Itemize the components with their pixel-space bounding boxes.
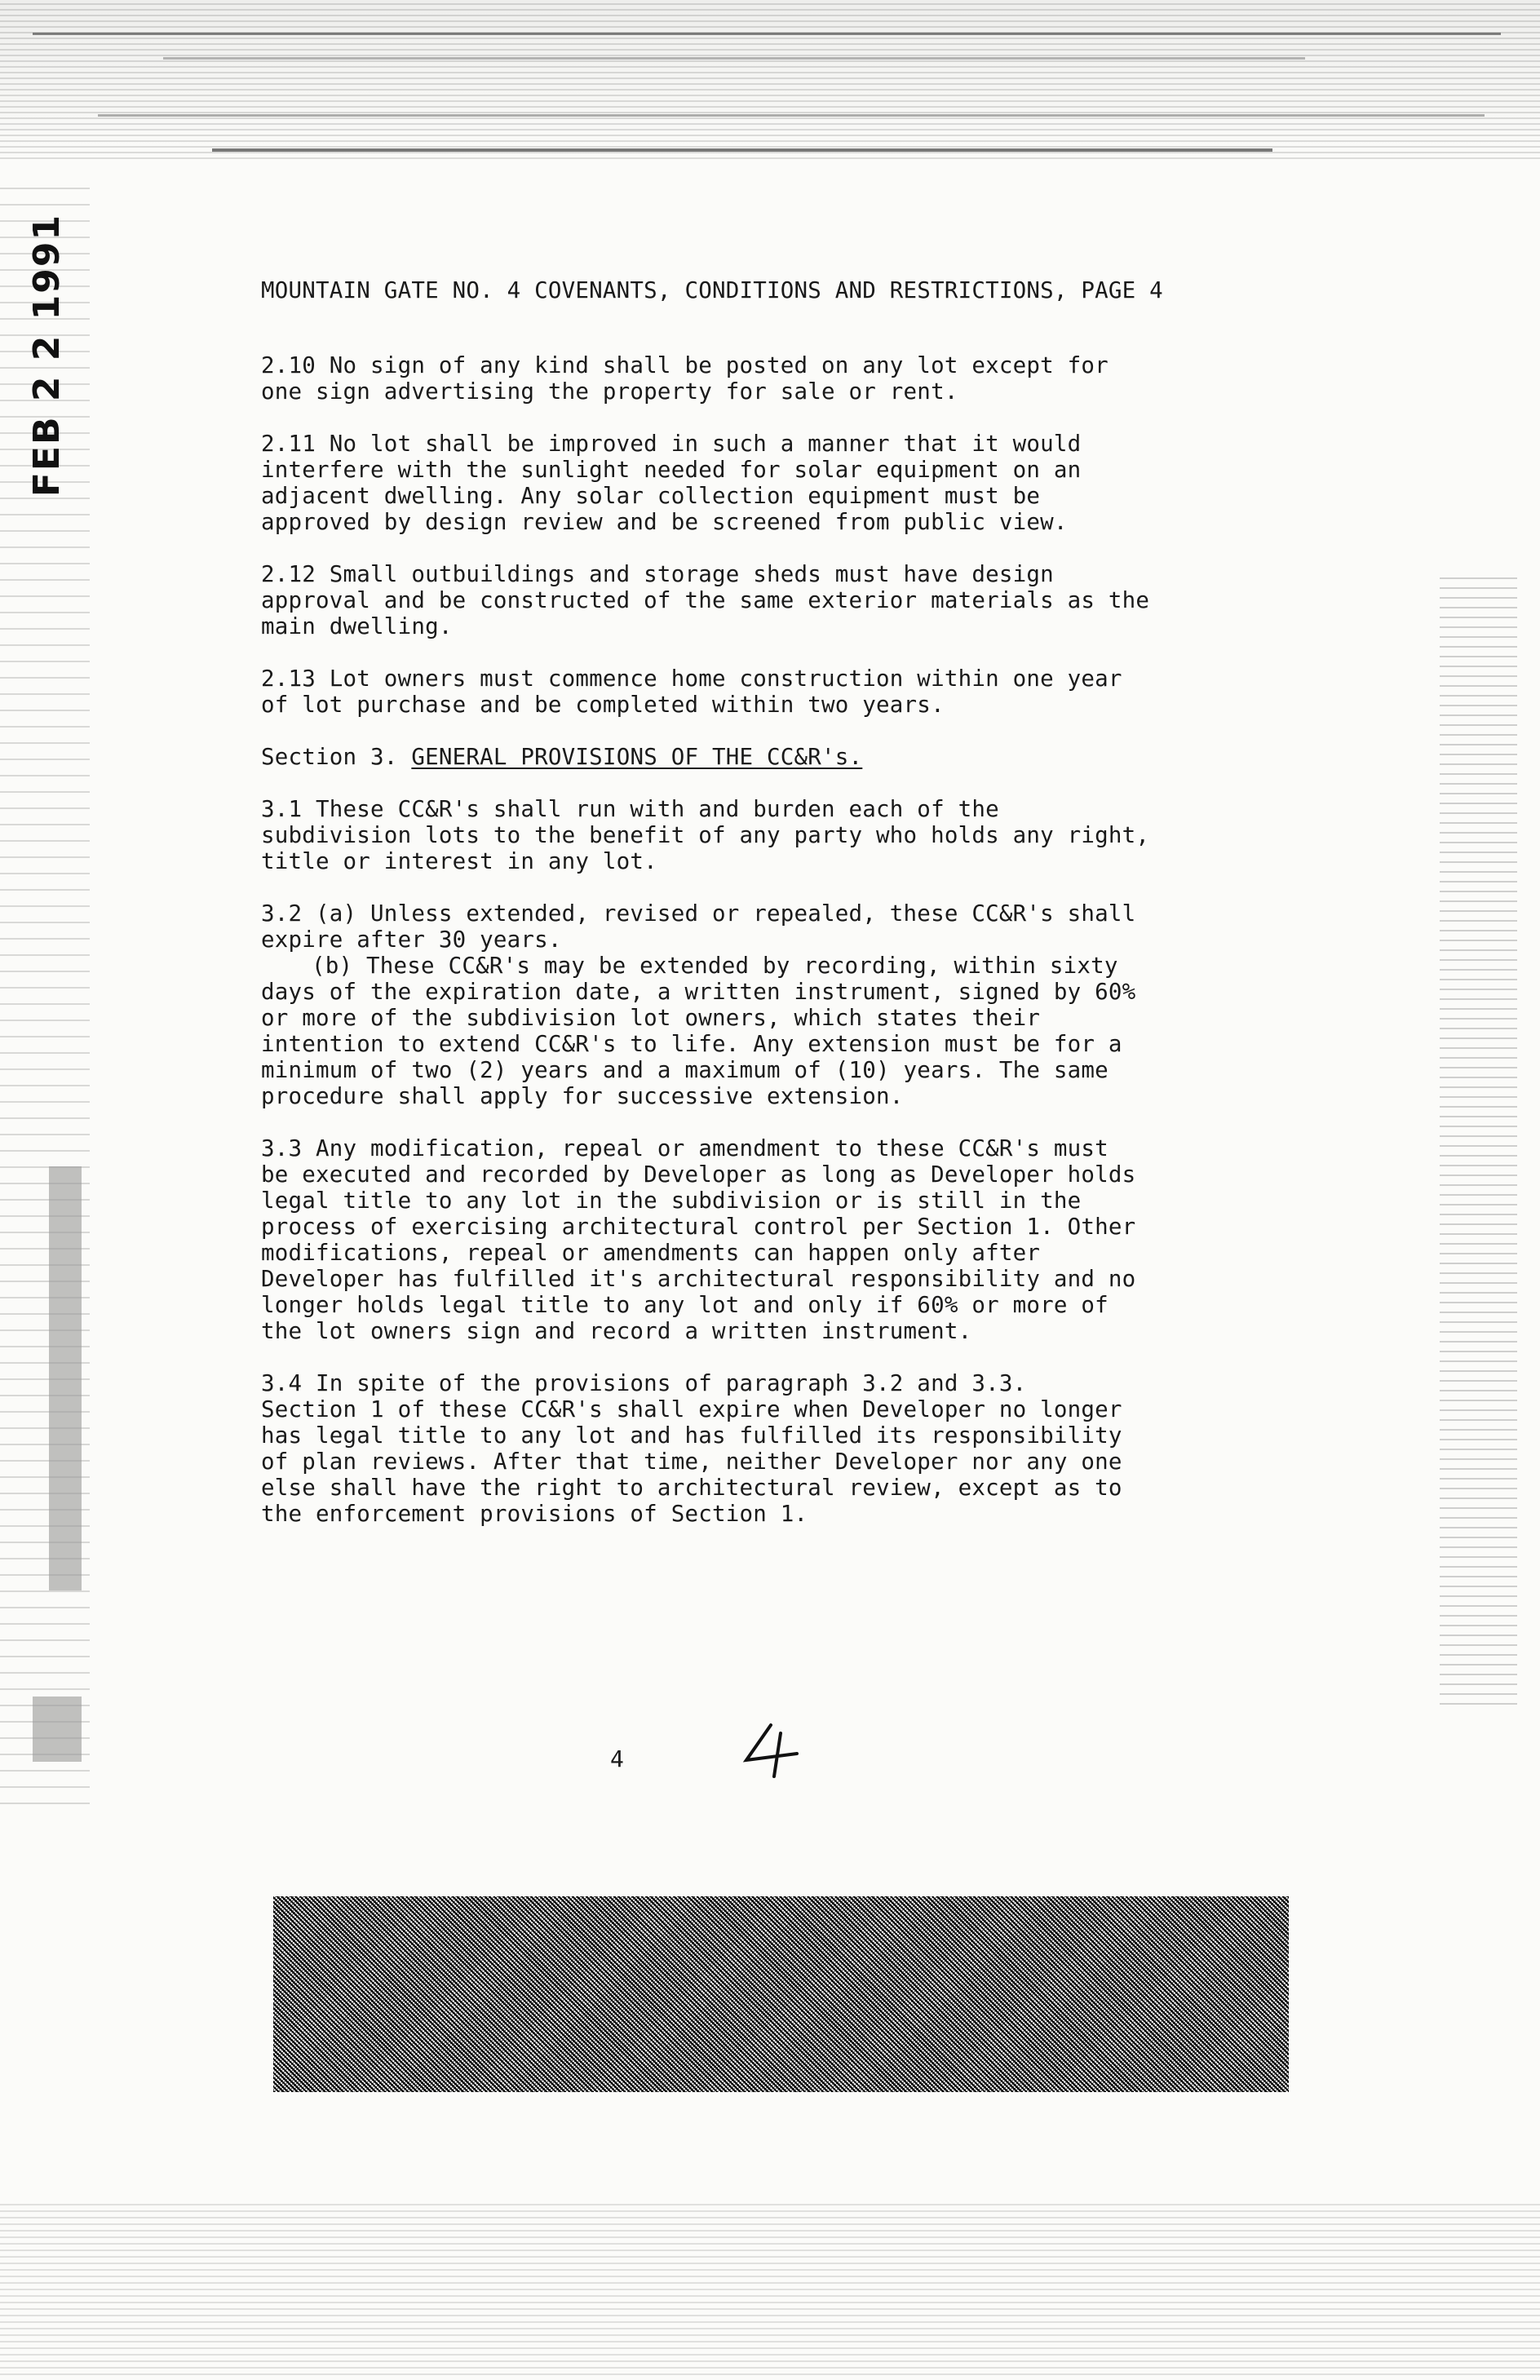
received-date-stamp: [23, 213, 72, 497]
handwritten-page-mark: [738, 1721, 803, 1778]
paragraph-3-4: 3.4 In spite of the provisions of paragraph 3.2 and 3.3. Section 1 of these CC&R's shall expire when Developer no longer has legal title to any lot and has fulfilled its responsibility of plan reviews. After that time, neither Developer nor any one else shall have the right to architectural review, except as to the enforcement provisions of Section 1.: [261, 1370, 1122, 1527]
paragraph-3-3: 3.3 Any modification, repeal or amendment to these CC&R's must be executed and recorded by Developer as long as Developer holds legal title to any lot in the subdivision or is still in the process of exercising architectural control per Section 1. Other modifications, repeal or amendments can happen only after Developer has fulfilled it's architectural responsibility and no longer holds legal title to any lot and only if 60% or more of the lot owners sign and record a written instrument.: [261, 1135, 1136, 1344]
page-number: 4: [610, 1745, 624, 1772]
paragraph-2-10: 2.10 No sign of any kind shall be posted on any lot except for one sign advertising the property for sale or rent.: [261, 352, 1109, 405]
section-3-heading: [261, 744, 1419, 770]
page-header: MOUNTAIN GATE NO. 4 COVENANTS, CONDITIONS AND RESTRICTIONS, PAGE 4: [261, 277, 1163, 303]
paragraph-2-13: 2.13 Lot owners must commence home construction within one year of lot purchase and be completed within two years.: [261, 666, 1122, 718]
paragraph-2-11: 2.11 No lot shall be improved in such a manner that it would interfere with the sunlight needed for solar equipment on an adjacent dwelling. Any solar collection equipment must be approved by design review and be screened from public view.: [261, 431, 1082, 535]
paragraph-3-2-b-wrap: [261, 953, 1419, 1109]
document-body: [261, 277, 1419, 1553]
scan-noise-right: [1440, 571, 1517, 1713]
paragraph-3-2-b: (b) These CC&R's may be extended by recording, within sixty days of the expiration date, a written instrument, signed by 60% or more of the subdivision lot owners, which states their intention to extend CC&R's to life. Any extension must be for a minimum of two (2) years and a maximum of (10) years. The same procedure shall apply for successive extension.: [261, 953, 1136, 1109]
paragraph-2-12: 2.12 Small outbuildings and storage sheds must have design approval and be constructed of the same exterior materials as the main dwelling.: [261, 561, 1150, 639]
paragraph-3-2-a: 3.2 (a) Unless extended, revised or repealed, these CC&R's shall expire after 30 years.: [261, 900, 1136, 953]
scan-noise-top: [0, 0, 1540, 163]
section-3-prefix: Section 3.: [261, 744, 398, 770]
scan-noise-bottom: [0, 2202, 1540, 2380]
scan-noise-block: [273, 1896, 1289, 2092]
section-3-title: GENERAL PROVISIONS OF THE CC&R's.: [411, 744, 863, 770]
stamp-date: FEB 2 2 1991: [26, 213, 69, 497]
paragraph-3-1: 3.1 These CC&R's shall run with and burden each of the subdivision lots to the benefit of any party who holds any right, title or interest in any lot.: [261, 796, 1150, 874]
